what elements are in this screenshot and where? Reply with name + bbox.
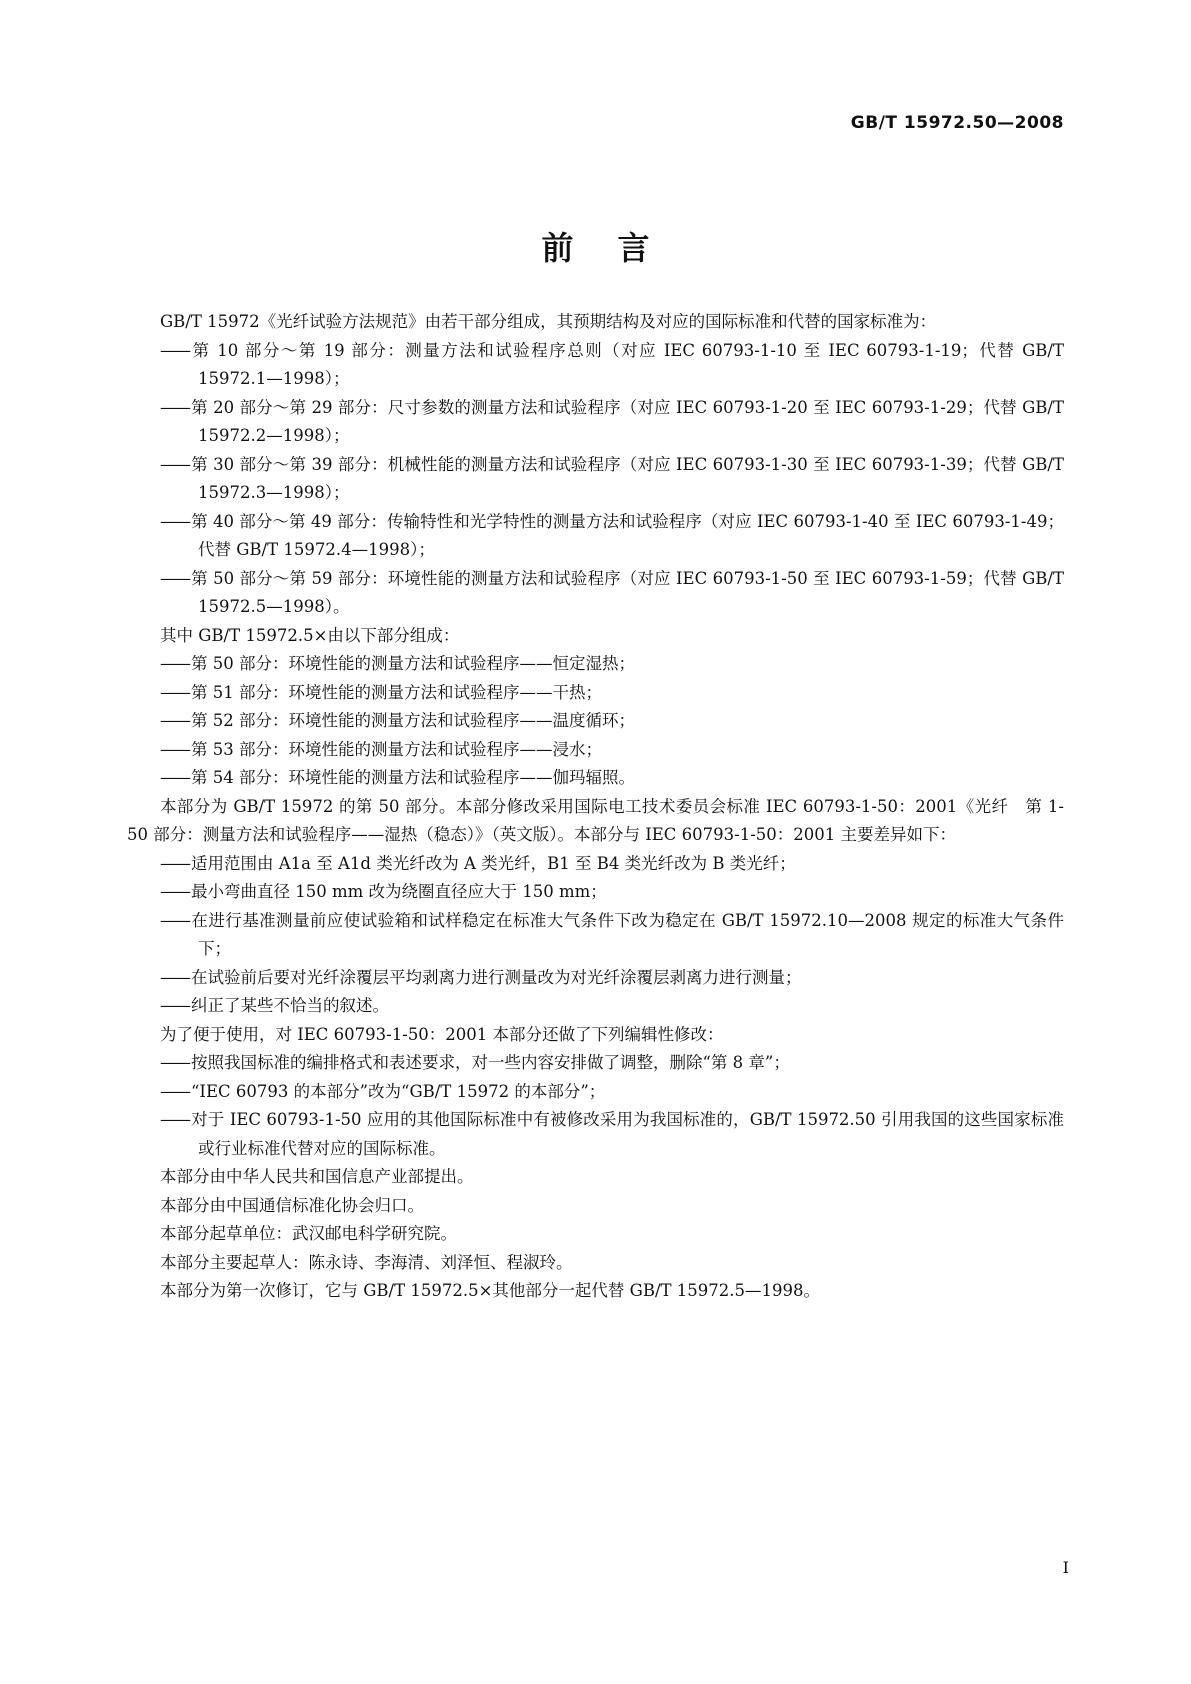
list-item: —— 在试验前后要对光纤涂覆层平均剥离力进行测量改为对光纤涂覆层剥离力进行测量； (127, 964, 1064, 993)
standard-number: GB/T 15972.50—2008 (850, 113, 1064, 133)
list-item: —— 适用范围由 A1a 至 A1d 类光纤改为 A 类光纤，B1 至 B4 类光纤改为 B 类光纤； (127, 850, 1064, 879)
list-item: —— 第 40 部分～第 49 部分：传输特性和光学特性的测量方法和试验程序（对应 IEC 60793-1-40 至 IEC 60793-1-49；代替 GB/T 15972.4—1998）； (127, 508, 1064, 565)
list-item: —— 第 53 部分：环境性能的测量方法和试验程序——浸水； (127, 736, 1064, 765)
drafting-unit-paragraph: 本部分起草单位：武汉邮电科学研究院。 (160, 1224, 457, 1243)
page-title: 前言 (541, 229, 694, 267)
list-item: —— 对于 IEC 60793-1-50 应用的其他国际标准中有被修改采用为我国标准的，GB/T 15972.50 引用我国的这些国家标准或行业标准代替对应的国际标准。 (127, 1106, 1064, 1163)
list-item: —— 第 10 部分～第 19 部分：测量方法和试验程序总则（对应 IEC 60793-1-10 至 IEC 60793-1-19；代替 GB/T 15972.1—1998）； (127, 337, 1064, 394)
list-item: —— 第 50 部分～第 59 部分：环境性能的测量方法和试验程序（对应 IEC 60793-1-50 至 IEC 60793-1-59；代替 GB/T 15972.5—1998）。 (127, 565, 1064, 622)
adoption-paragraph: 本部分为 GB/T 15972 的第 50 部分。本部分修改采用国际电工技术委员会标准 IEC 60793-1-50：2001《光纤 第 1-50 部分：测量方法和试验程序——湿热（稳态）》（英文版）。本部分与 IEC 60793-1-50：2001 主要差异如下： (127, 796, 1064, 844)
page-number: I (1062, 1558, 1069, 1577)
list-item: —— 第 54 部分：环境性能的测量方法和试验程序——伽玛辐照。 (127, 764, 1064, 793)
list-item: —— 纠正了某些不恰当的叙述。 (127, 992, 1064, 1021)
drafters-paragraph: 本部分主要起草人：陈永诗、李海清、刘泽恒、程淑玲。 (160, 1252, 573, 1272)
editorial-intro-paragraph: 为了便于使用，对 IEC 60793-1-50：2001 本部分还做了下列编辑性修改： (160, 1024, 724, 1044)
foreword-body (127, 308, 1064, 1306)
intro-paragraph: GB/T 15972《光纤试验方法规范》由若干部分组成，其预期结构及对应的国际标准和代替的国家标准为： (160, 312, 937, 331)
revision-paragraph: 本部分为第一次修订，它与 GB/T 15972.5×其他部分一起代替 GB/T 15972.5—1998。 (160, 1281, 820, 1300)
list-item: —— “IEC 60793 的本部分”改为“GB/T 15972 的本部分”； (127, 1078, 1064, 1107)
list-item: —— 第 52 部分：环境性能的测量方法和试验程序——温度循环； (127, 707, 1064, 736)
list-item: —— 最小弯曲直径 150 mm 改为绕圈直径应大于 150 mm； (127, 878, 1064, 907)
list-item: —— 第 51 部分：环境性能的测量方法和试验程序——干热； (127, 679, 1064, 708)
list-item: —— 按照我国标准的编排格式和表述要求，对一些内容安排做了调整，删除“第 8 章”； (127, 1049, 1064, 1078)
sub-intro-paragraph: 其中 GB/T 15972.5×由以下部分组成： (160, 625, 460, 645)
list-item: —— 第 50 部分：环境性能的测量方法和试验程序——恒定湿热； (127, 650, 1064, 679)
list-item: —— 第 20 部分～第 29 部分：尺寸参数的测量方法和试验程序（对应 IEC 60793-1-20 至 IEC 60793-1-29；代替 GB/T 15972.2—1998）； (127, 394, 1064, 451)
list-item: —— 在进行基准测量前应使试验箱和试样稳定在标准大气条件下改为稳定在 GB/T 15972.10—2008 规定的标准大气条件下； (127, 907, 1064, 964)
proposer-paragraph: 本部分由中华人民共和国信息产业部提出。 (160, 1167, 474, 1186)
centralized-paragraph: 本部分由中国通信标准化协会归口。 (160, 1195, 424, 1215)
list-item: —— 第 30 部分～第 39 部分：机械性能的测量方法和试验程序（对应 IEC 60793-1-30 至 IEC 60793-1-39；代替 GB/T 15972.3—1998）； (127, 451, 1064, 508)
